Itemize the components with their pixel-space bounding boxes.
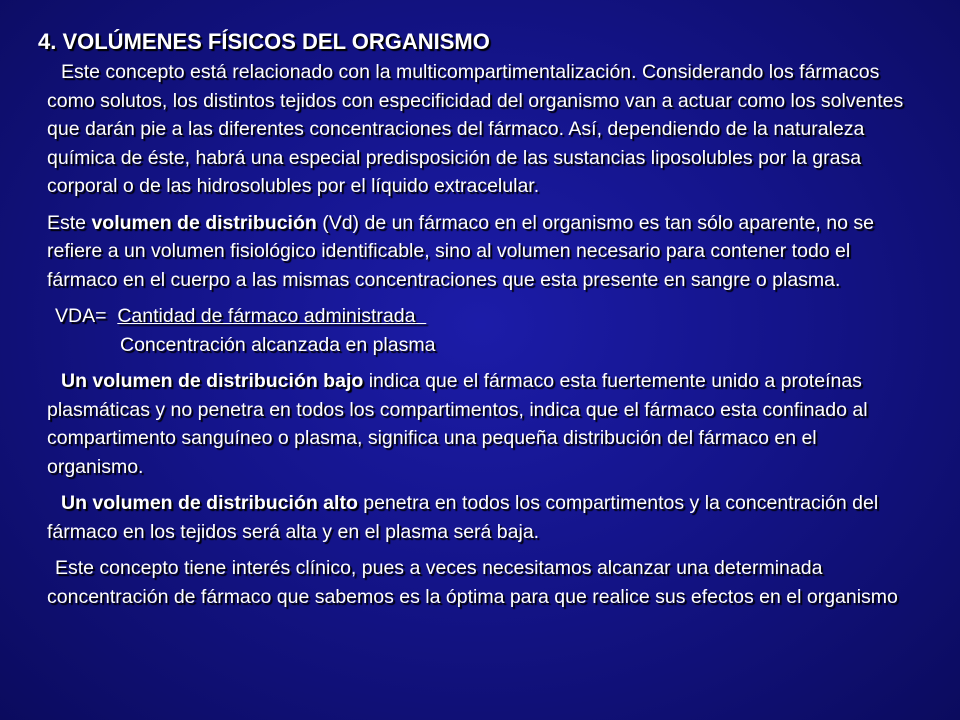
- term-volumen-distribucion: volumen de distribución: [91, 211, 317, 234]
- paragraph-high-volume-text: penetra en todos los compartimentos y la concentración del fármaco en los tejidos será alta y en el plasma será baja.: [47, 492, 879, 543]
- paragraph-multicompartment-text: Este concepto está relacionado con la multicompartimentalización. Considerando los fármacos como solutos, los distintos tejidos con especificidad del organismo van a actuar como los solventes que darán pie a las diferentes concentraciones del fármaco. Así, dependiendo de la naturaleza química de éste, habrá una especial predisposición de las sustancias liposolubles por la grasa corporal o de las hidrosolubles por el líquido extracelular.: [47, 61, 904, 197]
- paragraph-high-volume: [38, 489, 908, 546]
- paragraph-clinical-interest-text: Este concepto tiene interés clínico, pues a veces necesitamos alcanzar una determinada concentración de fármaco que sabemos es la óptima para que realice sus efectos en el organismo: [47, 557, 898, 608]
- term-volumen-bajo: Un volumen de distribución bajo: [61, 370, 364, 392]
- formula-numerator: Cantidad de fármaco administrada: [117, 305, 416, 327]
- term-volumen-alto: Un volumen de distribución alto: [61, 492, 358, 514]
- paragraph-clinical-interest: [38, 554, 908, 611]
- paragraph-low-volume-text: indica que el fármaco esta fuertemente unido a proteínas plasmáticas y no penetra en todos los compartimentos, indica que el fármaco esta confinado al compartimento sanguíneo o plasma, significa una pequeña distribución del fármaco en el organismo.: [47, 370, 868, 478]
- formula-lhs: VDA=: [55, 305, 107, 327]
- paragraph-volume-definition-post: (Vd) de un fármaco en el organismo es tan sólo aparente, no se refiere a un volumen fisiológico identificable, sino al volumen necesario para contener todo el fármaco en el cuerpo a las mismas concentraciones que esta presente en sangre o plasma.: [47, 211, 874, 291]
- paragraph-volume-definition: [38, 209, 908, 295]
- paragraph-multicompartment: [38, 58, 908, 201]
- formula-vda: [38, 302, 908, 331]
- slide-title: 4. VOLÚMENES FÍSICOS DEL ORGANISMO: [38, 29, 490, 54]
- formula-denominator: Concentración alcanzada en plasma: [120, 333, 436, 356]
- paragraph-low-volume: [38, 367, 908, 481]
- paragraph-volume-definition-pre: Este: [47, 211, 92, 234]
